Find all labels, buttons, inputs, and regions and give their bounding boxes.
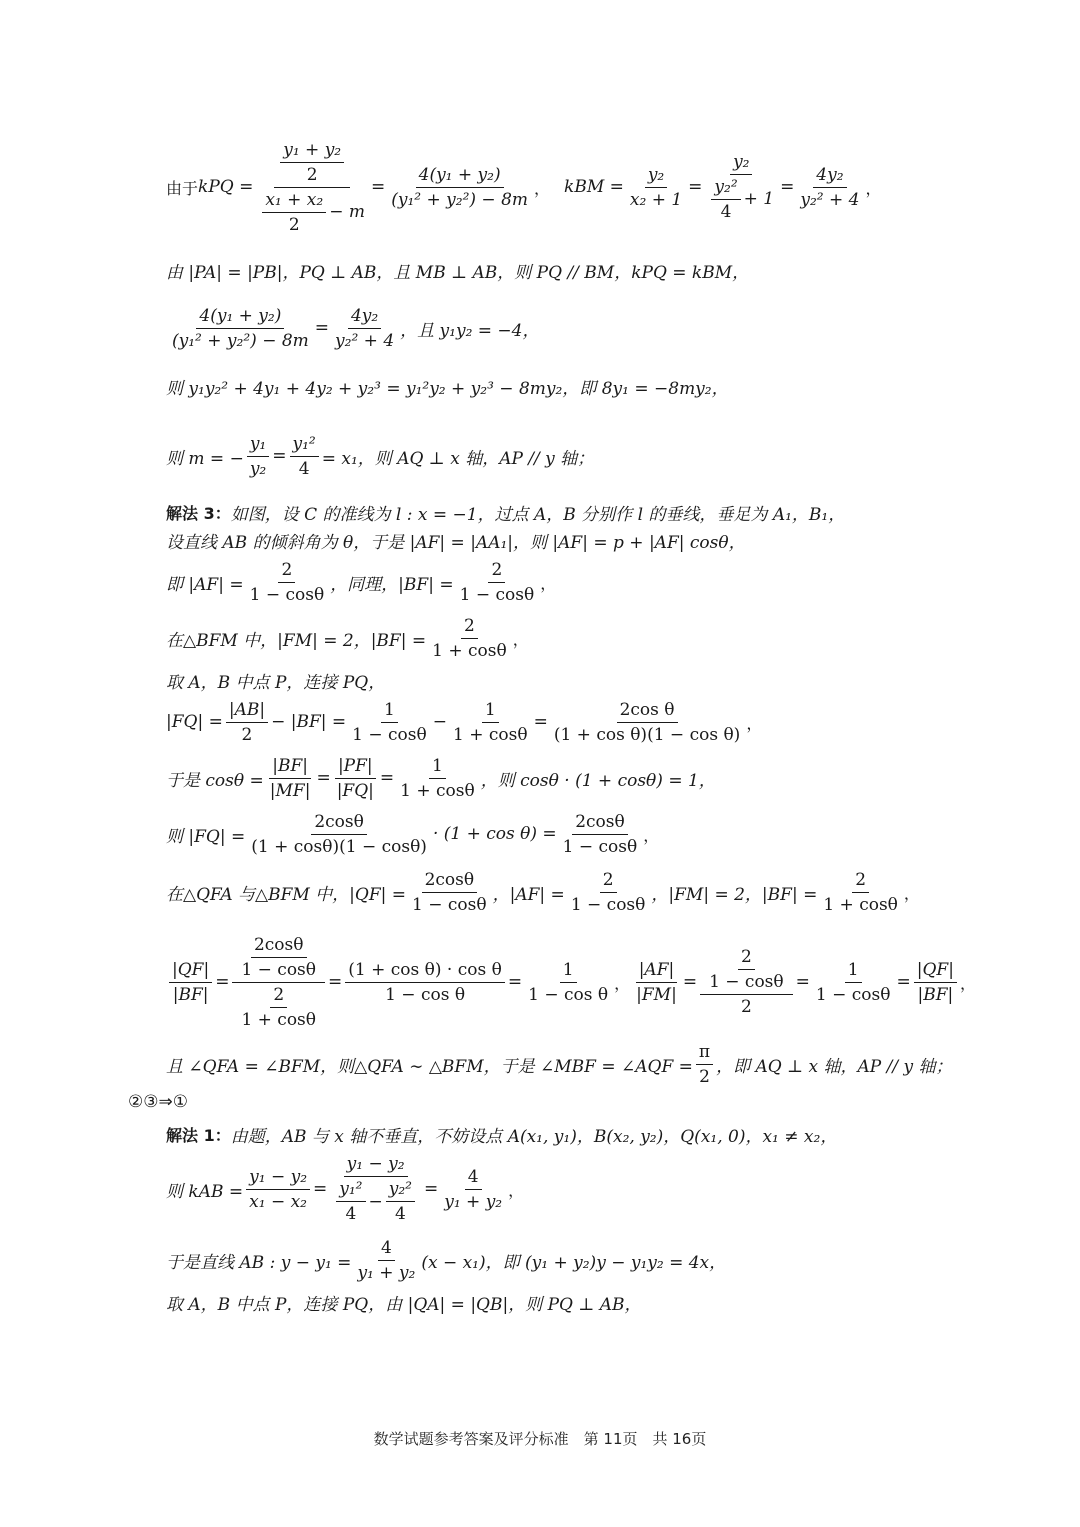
fraction bbox=[813, 960, 894, 1005]
math: ，|AF| = bbox=[492, 884, 565, 905]
math: 4 bbox=[378, 1238, 395, 1261]
math: 1 bbox=[845, 960, 862, 983]
math: y₂² bbox=[386, 1179, 415, 1202]
math: 4(y₁ + y₂) bbox=[196, 306, 284, 329]
fraction bbox=[246, 1167, 310, 1212]
math: 2 bbox=[288, 214, 300, 235]
fraction bbox=[169, 960, 212, 1005]
math: 1 + cosθ bbox=[400, 780, 475, 801]
math: 1 − cosθ bbox=[459, 584, 535, 605]
math: 于是 cosθ = bbox=[166, 770, 264, 791]
math-text: 由 |PA| = |PB|，PQ ⊥ AB，且 MB ⊥ AB，则 PQ // BM，kPQ = kBM， bbox=[166, 262, 750, 283]
math: |QF| bbox=[914, 960, 957, 983]
fraction bbox=[450, 700, 531, 745]
math: 4y₂ bbox=[348, 306, 381, 329]
math: (1 + cos θ) · cos θ bbox=[345, 960, 505, 983]
math: − m bbox=[329, 201, 365, 222]
math: |AB| bbox=[226, 700, 268, 723]
fraction bbox=[696, 1042, 713, 1087]
math: kBM = bbox=[564, 177, 624, 197]
math: 4 bbox=[345, 1204, 357, 1224]
fraction bbox=[797, 165, 862, 210]
line-qa-qb bbox=[166, 1282, 642, 1322]
math: y₂ bbox=[730, 152, 752, 175]
math: y₂ bbox=[249, 458, 267, 479]
fraction: y₁ − y₂ y₁² 4 − $\frac{\text{y₂²}}{4}$ bbox=[330, 1154, 421, 1224]
math: 2 bbox=[738, 947, 755, 970]
math: 1 + cosθ bbox=[823, 894, 898, 915]
math: 即 |AF| = bbox=[166, 574, 244, 595]
fraction bbox=[354, 1238, 418, 1283]
math: |BF| bbox=[172, 984, 209, 1005]
fraction bbox=[226, 700, 268, 745]
line-af-bf: 即 |AF| = $\frac{2}{1 - \cos\theta}$ ，同理，|BF| = $\frac{2}{1 - \cos\theta}$ ， bbox=[166, 559, 557, 605]
math: 2 bbox=[600, 870, 617, 893]
math: 则 kAB = bbox=[166, 1181, 244, 1202]
math-text: ，且 y₁y₂ = −4， bbox=[400, 320, 540, 341]
method-label: 解法 1： bbox=[166, 1125, 231, 1145]
math: |AF| bbox=[636, 960, 678, 983]
fraction bbox=[397, 756, 478, 801]
line-pa-pb bbox=[166, 250, 749, 290]
math: 2cosθ bbox=[311, 812, 367, 835]
math: y₁ + y₂ bbox=[444, 1191, 503, 1212]
page-footer: 数学试题参考答案及评分标准 第 11页 共 16页 bbox=[373, 1430, 707, 1448]
math-text: 由题，AB 与 x 轴不垂直，不妨设点 A(x₁, y₁)，B(x₂, y₂)，Q(x₁, 0)，x₁ ≠ x₂， bbox=[230, 1126, 838, 1147]
math: (y₁² + y₂²) − 8m bbox=[172, 330, 309, 351]
fraction bbox=[441, 1167, 505, 1212]
math: 1 − cosθ bbox=[570, 894, 646, 915]
math: ，同理，|BF| = bbox=[330, 574, 454, 595]
fraction bbox=[457, 560, 538, 605]
math-text: 如图，设 C 的准线为 l : x = −1，过点 A，B 分别作 l 的垂线，垂足为 A₁，B₁， bbox=[230, 504, 846, 525]
math: 于是直线 AB : y − y₁ = bbox=[166, 1252, 352, 1273]
fraction bbox=[345, 960, 505, 1005]
line-triangle-bfm: 在△BFM 中，|FM| = 2，|BF| = $\frac{2}{1 + \cos\theta}$ ， bbox=[166, 615, 529, 661]
math: 1 bbox=[381, 700, 398, 723]
math: 2cosθ bbox=[251, 935, 307, 958]
math: 4 bbox=[465, 1167, 482, 1190]
math: 2cosθ bbox=[422, 870, 478, 893]
math: x₂ + 1 bbox=[629, 189, 683, 210]
math: 1 bbox=[429, 756, 446, 779]
fraction bbox=[560, 812, 641, 857]
math: x₁ − x₂ bbox=[249, 1191, 307, 1212]
fraction bbox=[551, 700, 744, 745]
math: y₁ bbox=[247, 434, 269, 457]
math: 1 − cos θ bbox=[385, 984, 466, 1005]
math: 2 bbox=[852, 870, 869, 893]
section-marker: ②③⇒① bbox=[128, 1092, 188, 1112]
math: 1 + cosθ bbox=[241, 1009, 317, 1030]
math: 2 bbox=[278, 560, 295, 583]
fraction bbox=[334, 756, 377, 801]
math: 在△QFA 与△BFM 中，|QF| = bbox=[166, 884, 407, 905]
fraction bbox=[568, 870, 649, 915]
math-text: 设直线 AB 的倾斜角为 θ，于是 |AF| = |AA₁|，则 |AF| = p + |AF| cosθ， bbox=[166, 532, 746, 553]
line-expansion bbox=[166, 366, 729, 406]
math: (1 + cos θ)(1 − cos θ) bbox=[553, 724, 741, 745]
method-label: 解法 3： bbox=[166, 503, 231, 523]
fraction bbox=[633, 960, 680, 1005]
math-text: 取 A，B 中点 P，连接 PQ，由 |QA| = |QB|，则 PQ ⊥ AB， bbox=[166, 1294, 642, 1315]
line-qfa-bfm: 在△QFA 与△BFM 中，|QF| = $\frac{2\cos\theta}{1 - \cos\theta}$ ，|AF| = $\frac{2}{1 - \cos\theta}$ ，|FM| = 2，|BF| = $\frac{2}{1 + \cos\theta}$ ， bbox=[166, 869, 920, 915]
line-ratio: $\frac{|QF|}{|BF|}$ = $\frac{\frac{2\cos\theta}{1 - \cos\theta}}{\frac{2}{1 + \cos\theta}}$ = $\frac{\text{(1 + cos θ) · cos θ}}{\text{1 − cos θ}}$ = $\frac{1}{\text{1 − cos θ}}$ ， $\frac{|AF|}{|FM|}$ = $\frac{\frac{2}{1 - \cos\theta}}{2}$ = $\frac{1}{1 - \cos\theta}$ = $\frac{|QF|}{|BF|}$ ， bbox=[166, 932, 976, 1032]
fraction bbox=[169, 306, 312, 351]
math: 2 bbox=[699, 1066, 710, 1087]
fraction bbox=[705, 152, 777, 222]
math: y₁² bbox=[336, 1179, 365, 1202]
math: ，|FM| = 2，|BF| = bbox=[651, 884, 818, 905]
math: y₁ + y₂ bbox=[280, 140, 344, 163]
math: π bbox=[696, 1042, 713, 1065]
math: 4 bbox=[720, 202, 732, 222]
math: y₁ + y₂ bbox=[357, 1262, 416, 1283]
math: (1 + cosθ)(1 − cosθ) bbox=[251, 836, 427, 857]
fraction bbox=[525, 960, 611, 1005]
math-text: ，即 AQ ⊥ x 轴，AP // y 轴； bbox=[716, 1056, 953, 1077]
line-equation-equal: $\frac{\text{4(y₁ + y₂)}}{\text{(y₁² + y₂²) − 8m}}$ = $\frac{\text{4y₂}}{\text{y₂² + 4}}$ ，且 y₁y₂ = −4， bbox=[166, 298, 540, 358]
math: y₂² bbox=[711, 177, 740, 200]
math: 2 bbox=[740, 997, 752, 1017]
fraction bbox=[248, 812, 430, 857]
math: y₁ − y₂ bbox=[344, 1154, 408, 1177]
math: y₁² bbox=[290, 434, 319, 457]
fraction bbox=[627, 165, 685, 210]
math: 1 − cosθ bbox=[412, 894, 487, 915]
line-kab: 则 kAB = $\frac{\text{y₁ − y₂}}{\text{x₁ − x₂}}$ = y₁ − y₂ y₁² 4 − $\frac{\text{y₂²}}{4}$ = $\frac{4}{\text{y₁ + y₂}}$ ， bbox=[166, 1154, 525, 1224]
math: |FM| bbox=[636, 984, 677, 1005]
math: 4(y₁ + y₂) bbox=[416, 165, 504, 188]
math: 则 |FQ| = bbox=[166, 826, 246, 847]
math: 2 bbox=[461, 616, 478, 639]
math: = bbox=[370, 177, 386, 197]
math: 在△BFM 中，|FM| = 2，|BF| = bbox=[166, 630, 427, 651]
math: |MF| bbox=[269, 780, 311, 801]
line-m-value: 则 m = − $\frac{\text{y₁}}{\text{y₂}}$ = $\frac{\text{y₁²}}{4}$ = x₁，则 AQ ⊥ x 轴，AP // y 轴； bbox=[166, 433, 595, 479]
math: |FQ| = bbox=[166, 712, 223, 732]
math-text: = x₁，则 AQ ⊥ x 轴，AP // y 轴； bbox=[321, 448, 595, 469]
math-text: ，则 cosθ · (1 + cosθ) = 1， bbox=[480, 770, 716, 791]
math: 2 bbox=[488, 560, 505, 583]
math: |PF| bbox=[335, 756, 376, 779]
math: y₂² + 4 bbox=[335, 330, 395, 351]
math: 则 m = − bbox=[166, 448, 244, 469]
line-fq: |FQ| = $\frac{|AB|}{2}$ − |BF| = $\frac{1}{1 - \cos\theta}$ − $\frac{1}{1 + \cos\theta}$ = $\frac{\text{2cos θ}}{\text{(1 + cos θ)(1 − cos θ)}}$ ， bbox=[166, 699, 763, 745]
fraction bbox=[247, 560, 328, 605]
math: 1 bbox=[560, 960, 577, 983]
math-text: 且 ∠QFA = ∠BFM，则△QFA ∼ △BFM，于是 ∠MBF = ∠AQF = bbox=[166, 1056, 693, 1077]
fraction bbox=[290, 434, 319, 479]
fraction bbox=[349, 700, 430, 745]
math: 2 bbox=[270, 985, 287, 1008]
math: (y₁² + y₂²) − 8m bbox=[391, 189, 529, 210]
compound-fraction bbox=[700, 947, 793, 1017]
line-angle-conclusion bbox=[166, 1034, 952, 1094]
math: 2cosθ bbox=[572, 812, 628, 835]
line-kpq-expression: 由于 kPQ = $\frac{\text{y₁ + y₂}}{2}$ $\frac{\text{x₁ + x₂}}{2}$ − m = $\frac{\text{4(y₁ + y₂)}}{\text{(y₁² + y₂²) − 8m}}$ ， kBM = $\frac{\text{y₂}}{\text{x₂ + 1}}$ = y₂ $\frac{\text{y₂²}}{4}$ + 1 = $\frac{\text{4y₂}}{\text{y₂² + 4}}$ ， bbox=[166, 139, 882, 235]
math: − |BF| = bbox=[271, 712, 347, 732]
math: kPQ = bbox=[198, 177, 254, 197]
math: 2cos θ bbox=[617, 700, 678, 723]
math: 4 bbox=[394, 1204, 406, 1224]
math: y₂² + 4 bbox=[800, 189, 860, 210]
math: |BF| bbox=[917, 984, 954, 1005]
math: · (1 + cos θ) = bbox=[432, 824, 557, 844]
math: 1 − cosθ bbox=[562, 836, 638, 857]
math: 1 − cosθ bbox=[709, 972, 784, 992]
fraction bbox=[332, 306, 397, 351]
math: |FQ| bbox=[336, 780, 374, 801]
fraction bbox=[247, 434, 269, 479]
math: 4y₂ bbox=[813, 165, 846, 188]
math: y₁ − y₂ bbox=[246, 1167, 310, 1190]
fraction bbox=[388, 165, 531, 210]
math: 1 − cosθ bbox=[352, 724, 427, 745]
math: 1 + cosθ bbox=[452, 724, 528, 745]
fraction bbox=[267, 756, 314, 801]
math: 1 − cosθ bbox=[241, 959, 317, 980]
math: x₁ + x₂ bbox=[262, 190, 326, 213]
fraction bbox=[914, 960, 957, 1005]
math: 1 − cos θ bbox=[528, 984, 609, 1005]
text: 由于 bbox=[166, 178, 199, 198]
math: + 1 bbox=[743, 189, 775, 209]
math: 1 + cosθ bbox=[432, 640, 507, 661]
math: 2 bbox=[306, 164, 318, 185]
line-ab-equation bbox=[166, 1230, 726, 1290]
fraction bbox=[256, 140, 368, 235]
fraction bbox=[820, 870, 901, 915]
fraction bbox=[409, 870, 490, 915]
math-text: 取 A，B 中点 P，连接 PQ， bbox=[166, 672, 386, 693]
math-text: 则 y₁y₂² + 4y₁ + 4y₂ + y₂³ = y₁²y₂ + y₂³ − 8my₂，即 8y₁ = −8my₂， bbox=[166, 378, 729, 399]
math: 1 − cosθ bbox=[815, 984, 891, 1005]
math-text: (x − x₁)，即 (y₁ + y₂)y − y₁y₂ = 4x， bbox=[421, 1252, 727, 1273]
math: |QF| bbox=[169, 960, 212, 983]
math: 1 bbox=[482, 700, 499, 723]
line-fq-result: 则 |FQ| = $\frac{2\cos\theta}{(1 + \cos\theta)(1 - \cos\theta)}$ · (1 + cos θ) = $\frac{2\cos\theta}{1 - \cos\theta}$ ， bbox=[166, 811, 660, 857]
math: |BF| bbox=[269, 756, 311, 779]
fraction bbox=[429, 616, 510, 661]
math: 2 bbox=[241, 724, 253, 745]
math: y₂ bbox=[645, 165, 667, 188]
math: 1 − cosθ bbox=[249, 584, 325, 605]
compound-fraction bbox=[232, 935, 325, 1030]
math: 4 bbox=[298, 458, 310, 479]
line-cos-theta: 于是 cosθ = $\frac{|BF|}{|MF|}$ = $\frac{|PF|}{|FQ|}$ = $\frac{1}{1 + \cos\theta}$ ，则 cosθ · (1 + cosθ) = 1， bbox=[166, 755, 716, 801]
